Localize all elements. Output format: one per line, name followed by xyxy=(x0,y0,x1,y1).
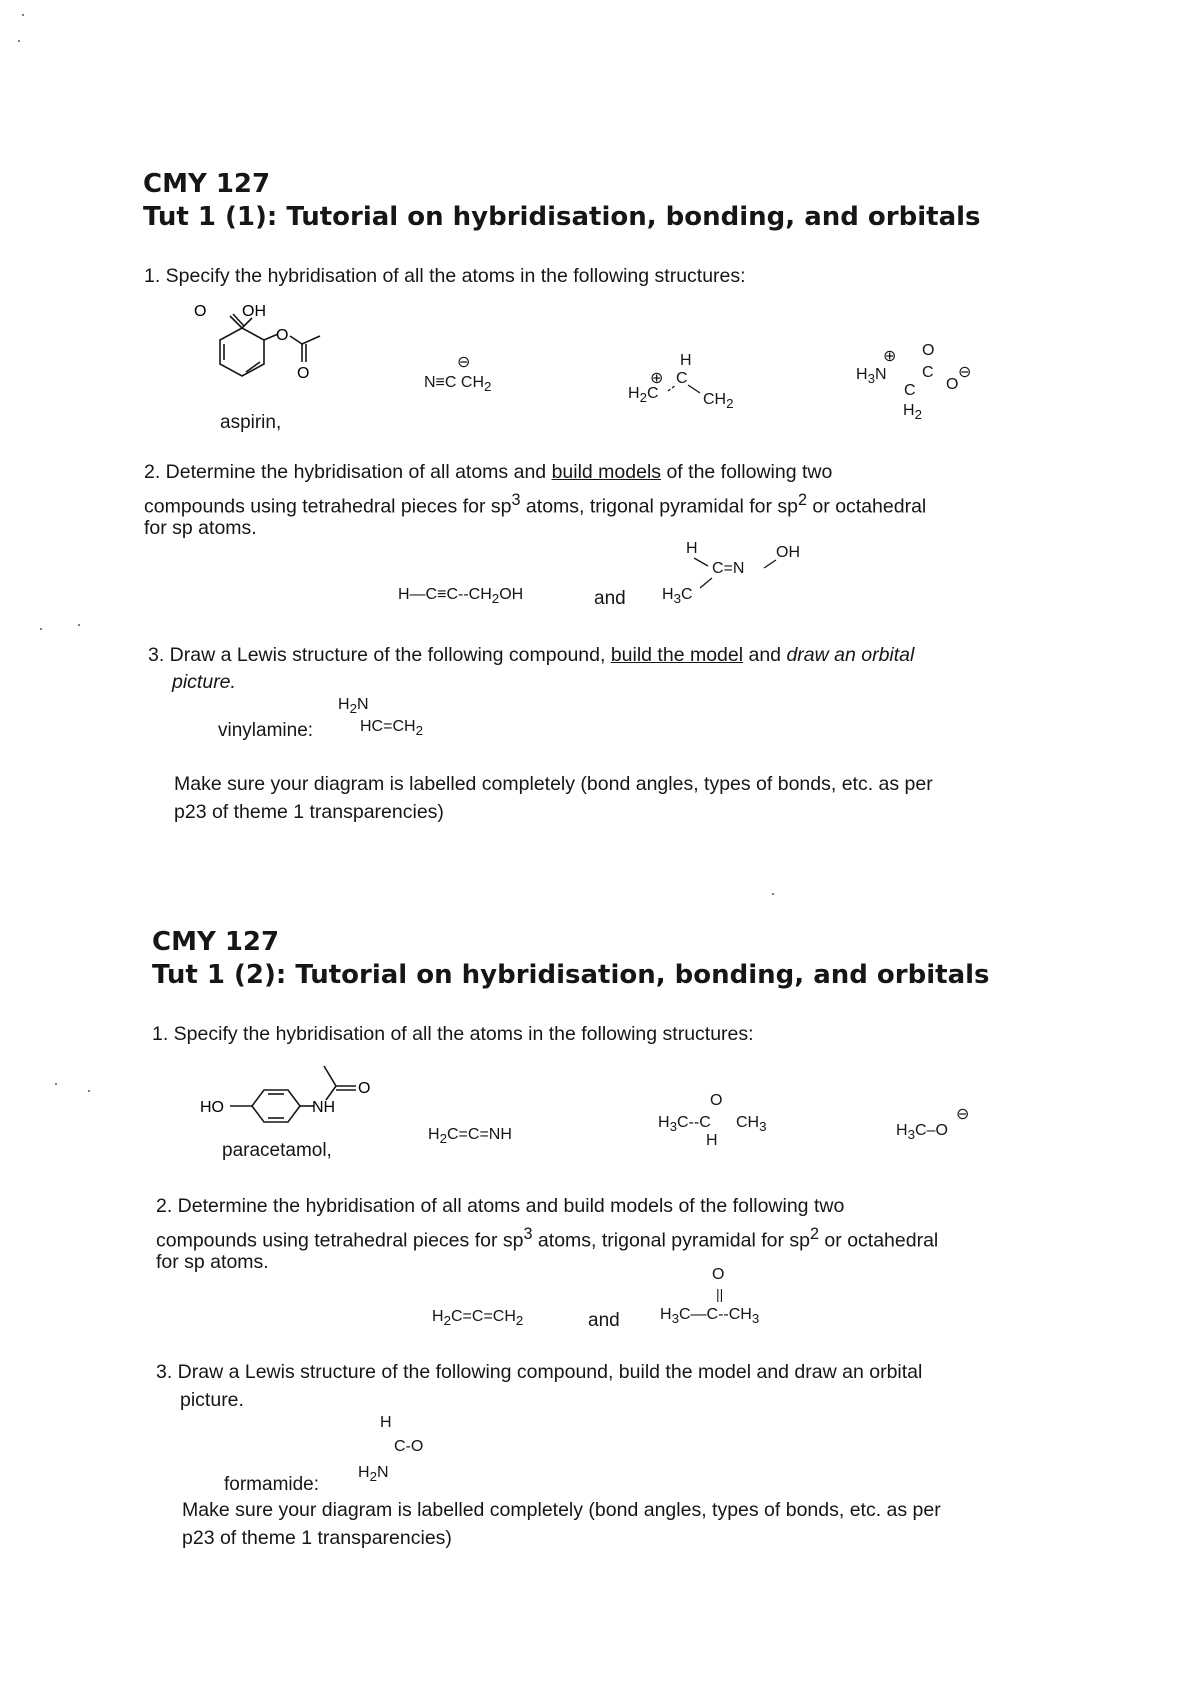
allyl-bonds xyxy=(660,375,720,405)
oxime-cn: C=N xyxy=(712,560,745,577)
question-2-2-line-2: compounds using tetrahedral pieces for $sp^3$ atoms, trigonal pyramidal for $sp^2$ or octahedral xyxy=(156,1225,939,1252)
scan-speck xyxy=(18,40,20,42)
tutorial-title-1: Tut 1 (1): Tutorial on hybridisation, bonding, and orbitals xyxy=(143,202,981,232)
propargyl-alcohol-formula: $H—C\equiv C--CH_2OH$ xyxy=(398,586,524,607)
note-2-line-1: Make sure your diagram is labelled completely (bond angles, types of bonds, etc. as per xyxy=(182,1499,941,1521)
question-2-2-line-1: 2. Determine the hybridisation of all atoms and build models of the following two xyxy=(156,1195,845,1217)
s3-ch3: $CH_3$ xyxy=(736,1114,767,1135)
scan-speck xyxy=(55,1083,57,1085)
allyl-h2c: $H_2C$ xyxy=(628,385,659,406)
allene-formula: $H_2C=C=CH_2$ xyxy=(432,1308,524,1329)
scan-speck xyxy=(40,628,42,630)
oxime-h: H xyxy=(686,540,698,557)
paracetamol-structure xyxy=(196,1060,396,1130)
s3-o: O xyxy=(710,1092,723,1109)
question-1-2-line-1: 2. Determine the hybridisation of all atoms and build models of the following two xyxy=(144,461,833,483)
scan-speck xyxy=(22,14,24,16)
question-2-2-line-3: for sp atoms. xyxy=(156,1251,269,1273)
acetone-o: O xyxy=(712,1266,725,1283)
ketenimine-formula: $H_2C=C=NH$ xyxy=(428,1126,512,1147)
aspirin-atom-o: O xyxy=(194,303,207,320)
vinylamine-formula: $HC=CH_2$ xyxy=(360,718,423,739)
question-2-3-line-1: 3. Draw a Lewis structure of the following compound, build the model and draw an orbital xyxy=(156,1361,923,1383)
negative-charge-icon: ⊖ xyxy=(956,1106,970,1123)
oxime-h3c: $H_3C$ xyxy=(662,586,693,607)
question-1-2-line-2: compounds using tetrahedral pieces for $sp^3$ atoms, trigonal pyramidal for $sp^2$ or octahedral xyxy=(144,491,927,518)
formamide-h2n: $H_2N$ xyxy=(358,1464,389,1485)
glycine-c-carbonyl: C xyxy=(922,364,934,381)
aspirin-atom-oh: OH xyxy=(242,303,266,320)
tutorial-title-2: Tut 1 (2): Tutorial on hybridisation, bonding, and orbitals xyxy=(152,960,990,990)
formamide-label: formamide: xyxy=(224,1474,320,1495)
glycine-o-minus: O xyxy=(946,376,959,393)
positive-charge-icon: ⊕ xyxy=(883,348,897,365)
aspirin-atom-o-carbonyl: O xyxy=(297,365,310,382)
course-code-2: CMY 127 xyxy=(152,927,280,957)
formamide-co: C-O xyxy=(394,1438,424,1455)
vinylamine-h2n: $H_2N$ xyxy=(338,696,369,717)
negative-charge-icon: ⊖ xyxy=(457,354,471,371)
vinylamine-label: vinylamine: xyxy=(218,720,314,741)
allyl-ch2: $CH_2$ xyxy=(703,391,734,412)
question-1-1: 1. Specify the hybridisation of all the atoms in the following structures: xyxy=(144,265,746,287)
positive-charge-icon: ⊕ xyxy=(650,370,664,387)
allyl-c: C xyxy=(676,370,688,387)
question-2-1: 1. Specify the hybridisation of all the atoms in the following structures: xyxy=(152,1023,754,1045)
question-1-3-line-1: 3. Draw a Lewis structure of the following compound, build the model and draw an orbital xyxy=(148,644,915,666)
question-1-2-line-3: for sp atoms. xyxy=(144,517,257,539)
note-1-line-1: Make sure your diagram is labelled completely (bond angles, types of bonds, etc. as per xyxy=(174,773,933,795)
question-1-3-line-2: picture. xyxy=(172,671,236,693)
oxime-bonds xyxy=(690,556,790,596)
and-connector-2: and xyxy=(588,1310,620,1331)
glycine-h2: $H_2$ xyxy=(903,402,922,423)
para-atom-ho: HO xyxy=(200,1099,224,1116)
scan-speck xyxy=(78,624,80,626)
aspirin-label: aspirin, xyxy=(220,412,282,433)
glycine-h3n: $H_3N$ xyxy=(856,366,887,387)
scan-speck xyxy=(88,1090,90,1092)
glycine-o-top: O xyxy=(922,342,935,359)
para-atom-nh: NH xyxy=(312,1099,336,1116)
methoxide-formula: $H_3C-O$ xyxy=(896,1122,948,1143)
paracetamol-label: paracetamol, xyxy=(222,1140,332,1161)
question-2-3-line-2: picture. xyxy=(180,1389,244,1411)
and-connector-1: and xyxy=(594,588,626,609)
scan-speck xyxy=(772,893,774,895)
aspirin-structure xyxy=(190,300,350,410)
negative-charge-icon: ⊖ xyxy=(958,364,972,381)
acetone-formula: $H_3C—C--CH_3$ xyxy=(660,1306,760,1327)
cyanomethyl-anion: N≡C $CH_2$ xyxy=(424,374,492,395)
note-2-line-2: p23 of theme 1 transparencies) xyxy=(182,1527,452,1549)
formamide-h: H xyxy=(380,1414,392,1431)
s3-h: H xyxy=(706,1132,718,1149)
para-atom-o: O xyxy=(358,1080,371,1097)
s3-h3c: $H_3C--C$ xyxy=(658,1114,711,1135)
note-1-line-2: p23 of theme 1 transparencies) xyxy=(174,801,444,823)
allyl-h: H xyxy=(680,352,692,369)
aspirin-atom-o-ester: O xyxy=(276,327,289,344)
glycine-c-alpha: C xyxy=(904,382,916,399)
acetone-double-bond: || xyxy=(716,1286,724,1302)
course-code-1: CMY 127 xyxy=(143,169,271,199)
oxime-oh: OH xyxy=(776,544,800,561)
